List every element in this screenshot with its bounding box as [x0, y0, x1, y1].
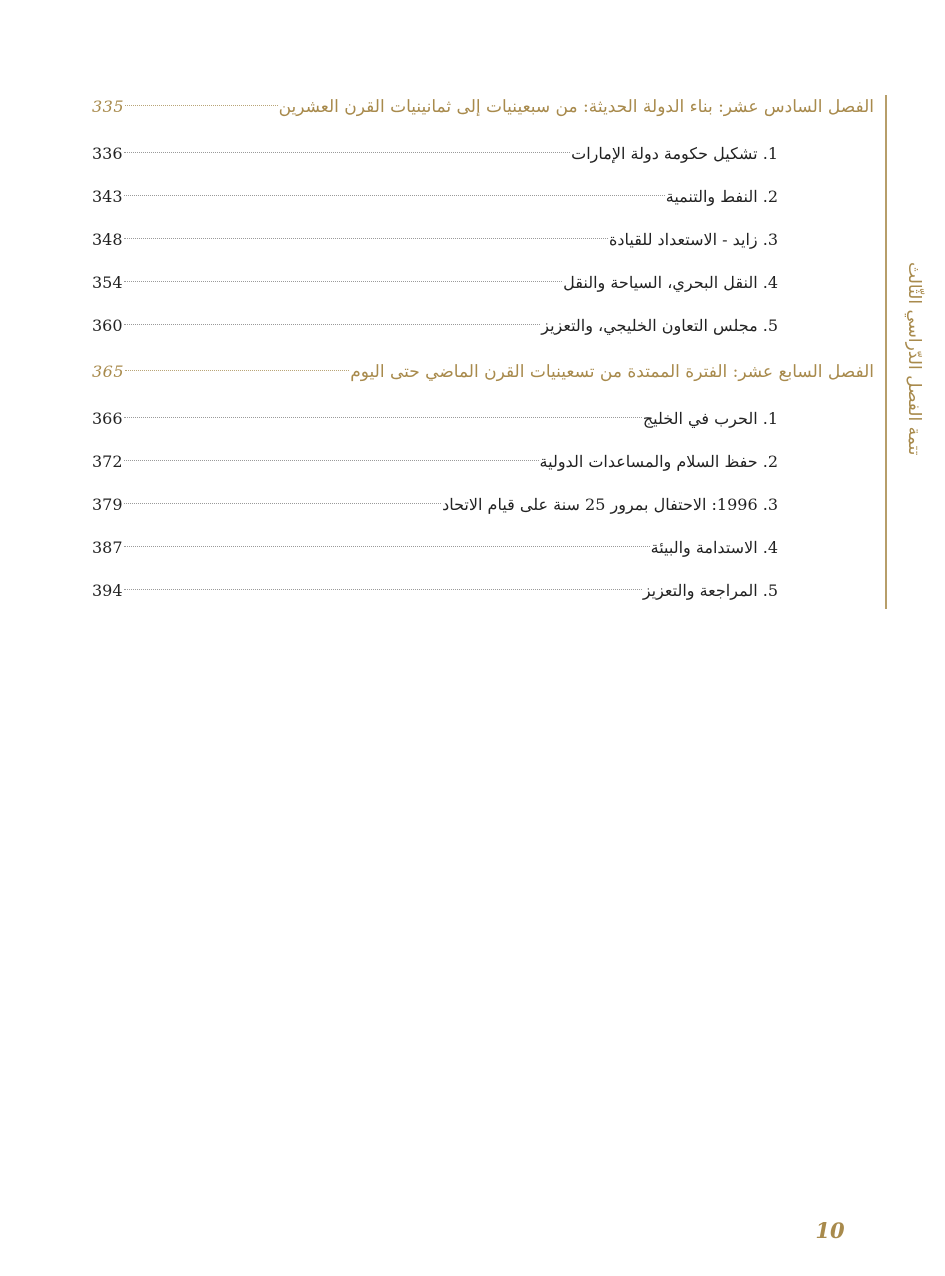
entry-title: 3. زايد - الاستعداد للقيادة	[608, 230, 778, 249]
page-number: 10	[815, 1218, 845, 1243]
entry-page-number: 336	[92, 144, 123, 163]
chapter-title: الفصل السادس عشر: بناء الدولة الحديثة: من سبعينيات إلى ثمانينيات القرن العشرين	[278, 97, 874, 117]
entry-page-number: 366	[92, 409, 123, 428]
entry-title: 4. النقل البحري، السياحة والنقل	[563, 273, 778, 292]
vertical-divider	[885, 95, 887, 609]
toc-entry[interactable]	[92, 304, 874, 347]
entry-page-number: 354	[92, 273, 123, 292]
toc-entry[interactable]	[92, 526, 874, 569]
entry-title: 4. الاستدامة والبيئة	[650, 538, 778, 557]
toc-entry[interactable]	[92, 261, 874, 304]
entry-title: 1. الحرب في الخليج	[642, 409, 778, 428]
dot-leader	[124, 460, 539, 461]
chapter-page-number: 335	[92, 97, 125, 116]
toc-entry[interactable]	[92, 483, 874, 526]
entry-title: 1. تشكيل حكومة دولة الإمارات	[571, 144, 778, 163]
dot-leader	[125, 370, 349, 371]
table-of-contents	[92, 90, 874, 612]
dot-leader	[124, 281, 563, 282]
dot-leader	[124, 503, 442, 504]
toc-entry[interactable]	[92, 175, 874, 218]
entry-page-number: 387	[92, 538, 123, 557]
dot-leader	[124, 324, 541, 325]
entry-title: 5. المراجعة والتعزيز	[642, 581, 778, 600]
chapter-heading[interactable]	[92, 92, 874, 122]
chapter-page-number: 365	[92, 362, 125, 381]
dot-leader	[124, 417, 642, 418]
toc-entry[interactable]	[92, 397, 874, 440]
chapter-heading[interactable]	[92, 357, 874, 387]
entry-page-number: 372	[92, 452, 123, 471]
toc-entry[interactable]	[92, 218, 874, 261]
section-side-label: تتمة الفصل الدّراسي الثّالث	[904, 261, 924, 455]
entry-title: 3. 1996: الاحتفال بمرور 25 سنة على قيام الاتحاد	[442, 495, 778, 514]
toc-entry[interactable]	[92, 440, 874, 483]
dot-leader	[124, 546, 650, 547]
toc-entry[interactable]	[92, 569, 874, 612]
entry-title: 2. النفط والتنمية	[665, 187, 778, 206]
entry-page-number: 360	[92, 316, 123, 335]
chapter-title: الفصل السابع عشر: الفترة الممتدة من تسعينيات القرن الماضي حتى اليوم	[350, 362, 874, 382]
toc-entry[interactable]	[92, 132, 874, 175]
dot-leader	[125, 105, 278, 106]
entry-title: 2. حفظ السلام والمساعدات الدولية	[539, 452, 778, 471]
entry-title: 5. مجلس التعاون الخليجي، والتعزيز	[541, 316, 778, 335]
dot-leader	[124, 152, 571, 153]
entry-page-number: 348	[92, 230, 123, 249]
dot-leader	[124, 238, 608, 239]
entry-page-number: 343	[92, 187, 123, 206]
entry-page-number: 379	[92, 495, 123, 514]
entry-page-number: 394	[92, 581, 123, 600]
dot-leader	[124, 195, 665, 196]
dot-leader	[124, 589, 642, 590]
